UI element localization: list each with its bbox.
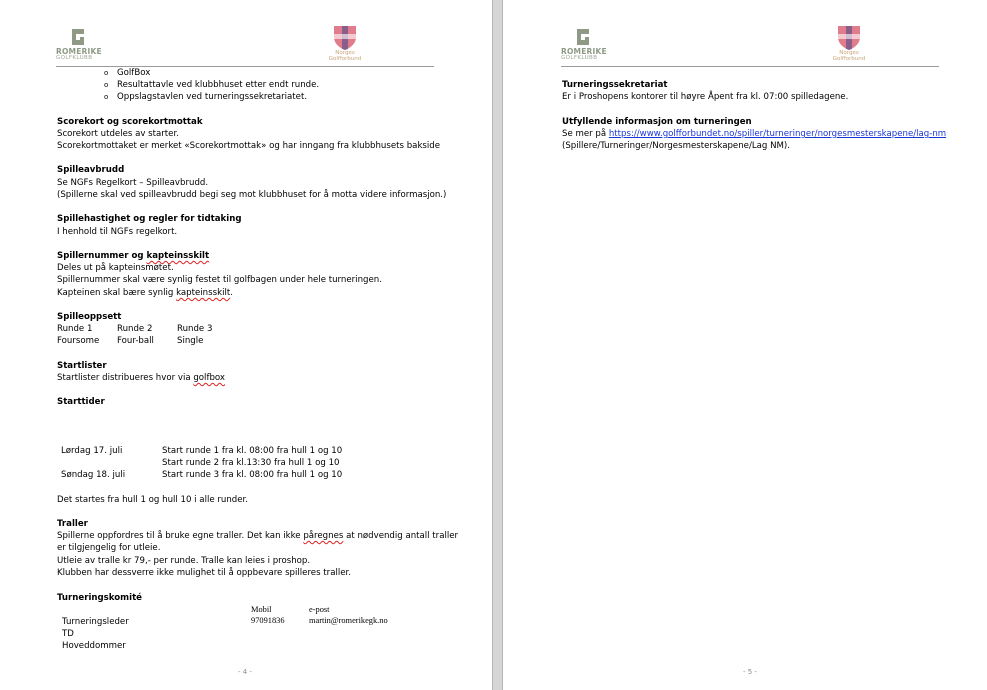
- misspelled-word: golfbox: [193, 373, 226, 383]
- line-text: Se mer på: [562, 129, 609, 139]
- heading-text: Spillernummer og: [57, 251, 147, 261]
- format-round-label: Runde 3: [177, 324, 213, 334]
- federation-logo-line1: Norges: [839, 50, 859, 56]
- trolleys-line: Klubben har dessverre ikke mulighet til å oppbevare spilleres traller.: [57, 568, 352, 578]
- section-heading-trolleys: Traller: [57, 519, 88, 529]
- trolleys-line: Utleie av tralle kr 79,- per runde. Tralle kan leies i proshop.: [57, 556, 311, 566]
- tee-time-text: Start runde 2 fra kl.13:30 fra hull 1 og 10: [162, 458, 340, 468]
- romerike-logo-mark: [70, 28, 86, 46]
- tee-time-day: Lørdag 17. juli: [61, 446, 123, 456]
- section-heading-player-numbers: [57, 250, 209, 262]
- ngf-shield-icon: [837, 25, 861, 51]
- section-heading-tee-times: Starttider: [57, 397, 105, 407]
- suspension-line: (Spillerne skal ved spilleavbrudd begi seg mot klubbhuset for å motta videre informasjon.): [57, 190, 447, 200]
- bullet-marker: o: [104, 81, 109, 89]
- format-round-label: Runde 1: [57, 324, 93, 334]
- norges-golfforbund-logo: [325, 25, 365, 63]
- section-heading-scorecard: Scorekort og scorekortmottak: [57, 117, 203, 127]
- misspelled-word: påregnes: [303, 531, 344, 541]
- norges-golfforbund-logo: [829, 25, 869, 63]
- ngf-shield-icon: [333, 25, 357, 51]
- committee-role: TD: [62, 629, 74, 639]
- section-heading-committee: Turneringskomité: [57, 593, 143, 603]
- page-gutter: [492, 0, 503, 690]
- committee-email: martin@romerikegk.no: [309, 616, 388, 625]
- page-number: - 5 -: [743, 668, 757, 676]
- committee-role: Turneringsleder: [62, 617, 129, 627]
- numbers-line: Deles ut på kapteinsmøtet.: [57, 263, 174, 273]
- federation-logo-line1: Norges: [335, 50, 355, 56]
- scorecard-line: Scorekortmottaket er merket «Scorekortmottak» og har inngang fra klubbhusets bakside: [57, 141, 441, 151]
- committee-col-mobile: Mobil: [251, 605, 272, 614]
- format-type: Single: [177, 336, 204, 346]
- scorecard-line: Scorekort utdeles av starter.: [57, 129, 179, 139]
- committee-mobile: 97091836: [251, 616, 285, 625]
- committee-col-email: e-post: [309, 605, 330, 614]
- section-heading-format: Spilleoppsett: [57, 312, 122, 322]
- section-heading-pace-of-play: Spillehastighet og regler for tidtaking: [57, 214, 242, 224]
- document-page-4[interactable]: [0, 0, 492, 690]
- bullet-marker: o: [104, 93, 109, 101]
- trolleys-line: er tilgjengelig for utleie.: [57, 543, 161, 553]
- document-page-5[interactable]: [503, 0, 987, 690]
- federation-logo-line2: Golfforbund: [328, 56, 362, 62]
- misspelled-word: kapteinsskilt: [146, 251, 210, 261]
- more-info-line: [562, 128, 946, 140]
- committee-role: Hoveddommer: [62, 641, 126, 651]
- secretariat-line: Er i Proshopens kontorer til høyre Åpent fra kl. 07:00 spilledagene.: [562, 92, 849, 102]
- club-logo-line2: GOLFKLUBB: [56, 55, 93, 61]
- numbers-line: [57, 287, 233, 299]
- bullet-item: Resultattavle ved klubbhuset etter endt runde.: [117, 80, 320, 90]
- numbers-line: Spillernummer skal være synlig festet til golfbagen under hele turneringen.: [57, 275, 382, 285]
- pace-line: I henhold til NGFs regelkort.: [57, 227, 178, 237]
- tee-time-day: Søndag 18. juli: [61, 470, 126, 480]
- section-heading-start-lists: Startlister: [57, 361, 107, 371]
- line-text: Spillerne oppfordres til å bruke egne traller. Det kan ikke: [57, 531, 304, 541]
- romerike-golfklubb-logo: [561, 28, 609, 62]
- more-info-line: (Spillere/Turneringer/Norgesmesterskapene/Lag NM).: [562, 141, 791, 151]
- club-logo-line1: ROMERIKE: [561, 47, 607, 56]
- misspelled-word: kapteinsskilt: [176, 288, 231, 298]
- line-text: at nødvendig antall traller: [343, 531, 459, 541]
- startlists-line: [57, 372, 225, 384]
- format-type: Four-ball: [117, 336, 154, 346]
- bullet-marker: o: [104, 69, 109, 77]
- line-text: .: [230, 288, 233, 298]
- tee-time-text: Start runde 1 fra kl. 08:00 fra hull 1 og 10: [162, 446, 343, 456]
- bullet-item: GolfBox: [117, 68, 151, 78]
- bullet-item: Oppslagstavlen ved turneringssekretariatet.: [117, 92, 308, 102]
- romerike-logo-mark: [575, 28, 591, 46]
- page-number: - 4 -: [238, 668, 252, 676]
- tee-time-text: Start runde 3 fra kl. 08:00 fra hull 1 og 10: [162, 470, 343, 480]
- line-text: Startlister distribueres hvor via: [57, 373, 194, 383]
- suspension-line: Se NGFs Regelkort – Spilleavbrudd.: [57, 178, 209, 188]
- club-logo-line1: ROMERIKE: [56, 47, 102, 56]
- federation-logo-line2: Golfforbund: [832, 56, 866, 62]
- format-round-label: Runde 2: [117, 324, 153, 334]
- golfforbundet-link[interactable]: https://www.golfforbundet.no/spiller/turneringer/norgesmesterskapene/lag-nm: [608, 129, 947, 139]
- header-divider: [561, 66, 939, 67]
- section-heading-secretariat: Turneringssekretariat: [562, 80, 668, 90]
- header-divider: [56, 66, 434, 67]
- section-heading-suspension: Spilleavbrudd: [57, 165, 125, 175]
- club-logo-line2: GOLFKLUBB: [561, 55, 598, 61]
- tee-times-note: Det startes fra hull 1 og hull 10 i alle runder.: [57, 495, 249, 505]
- romerike-golfklubb-logo: [56, 28, 104, 62]
- section-heading-more-info: Utfyllende informasjon om turneringen: [562, 117, 752, 127]
- trolleys-line: [57, 530, 458, 542]
- format-type: Foursome: [57, 336, 100, 346]
- line-text: Kapteinen skal bære synlig: [57, 288, 177, 298]
